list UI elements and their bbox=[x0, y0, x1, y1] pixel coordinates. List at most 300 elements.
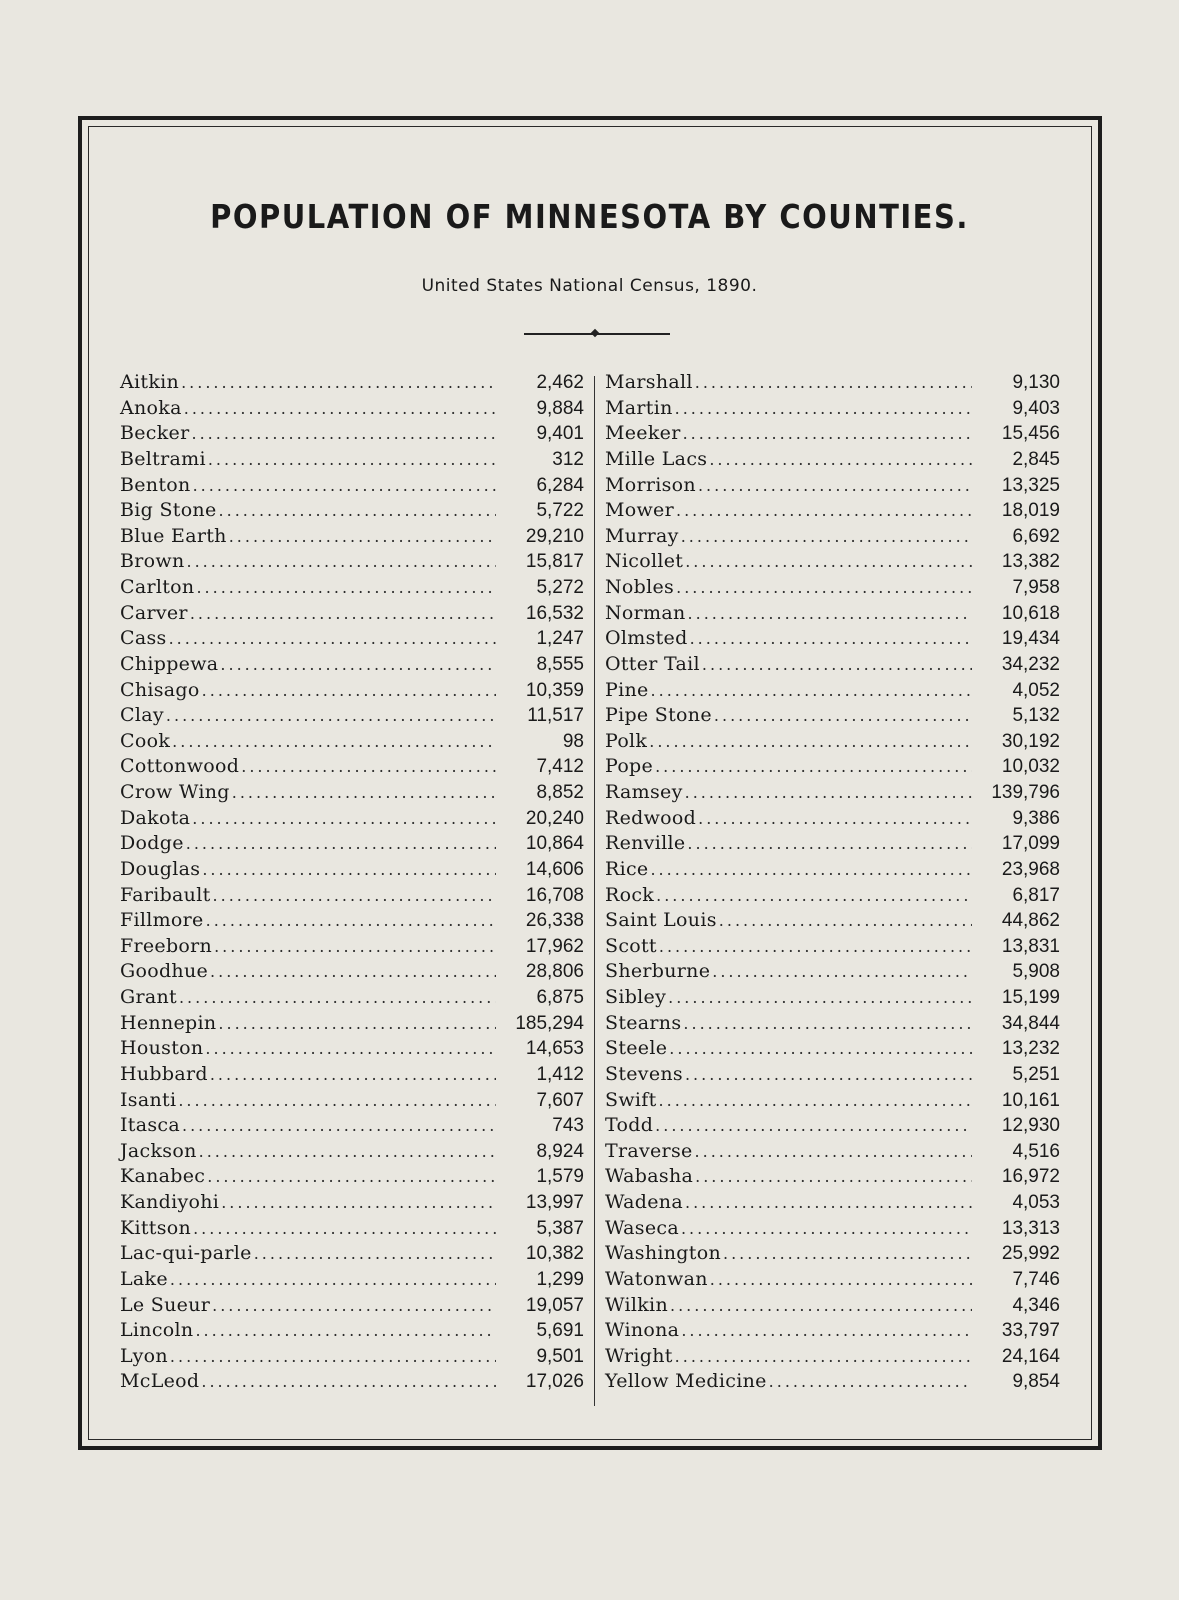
dot-leader bbox=[190, 604, 496, 623]
dot-leader bbox=[683, 1014, 972, 1033]
county-row bbox=[605, 807, 1060, 833]
dot-leader bbox=[213, 886, 496, 905]
county-name: Isanti bbox=[120, 1088, 177, 1111]
dot-leader bbox=[656, 886, 972, 905]
county-population: 4,516 bbox=[1012, 1140, 1060, 1162]
county-row bbox=[605, 1242, 1060, 1268]
county-population: 98 bbox=[562, 730, 584, 752]
dot-leader bbox=[687, 834, 972, 853]
county-population: 1,299 bbox=[536, 1268, 584, 1290]
dot-leader bbox=[683, 424, 972, 443]
county-name: Scott bbox=[605, 934, 657, 957]
dot-leader bbox=[220, 655, 496, 674]
county-row bbox=[120, 1114, 584, 1140]
county-name: Murray bbox=[605, 524, 679, 547]
county-population: 17,026 bbox=[525, 1371, 584, 1393]
county-name: Waseca bbox=[605, 1216, 679, 1239]
county-row bbox=[120, 602, 584, 628]
county-row bbox=[120, 730, 584, 756]
dot-leader bbox=[184, 399, 496, 418]
dot-leader bbox=[218, 1014, 496, 1033]
county-row bbox=[120, 807, 584, 833]
county-name: Sibley bbox=[605, 986, 667, 1008]
county-population: 10,618 bbox=[1001, 602, 1060, 624]
county-population: 743 bbox=[552, 1115, 584, 1137]
county-name: Todd bbox=[605, 1114, 654, 1137]
county-name: Carlton bbox=[120, 576, 195, 598]
county-population: 10,032 bbox=[1001, 756, 1060, 778]
county-population: 26,338 bbox=[525, 910, 584, 932]
county-population: 9,386 bbox=[1012, 807, 1060, 829]
county-name: Becker bbox=[120, 422, 190, 445]
county-row bbox=[120, 960, 584, 986]
county-population: 6,875 bbox=[536, 987, 584, 1008]
dot-leader bbox=[650, 860, 972, 879]
county-list-left bbox=[120, 371, 584, 1396]
county-population: 2,462 bbox=[536, 372, 584, 393]
county-name: Rice bbox=[605, 857, 649, 880]
county-name: Aitkin bbox=[120, 371, 180, 393]
dot-leader bbox=[182, 1116, 496, 1135]
dot-leader bbox=[698, 809, 972, 828]
dot-leader bbox=[698, 476, 972, 495]
county-population: 312 bbox=[552, 448, 584, 470]
county-row bbox=[120, 1165, 584, 1191]
county-name: Clay bbox=[120, 704, 164, 727]
county-row bbox=[120, 627, 584, 653]
county-name: Olmsted bbox=[605, 627, 688, 650]
county-row bbox=[605, 448, 1060, 474]
dot-leader bbox=[196, 578, 496, 597]
dot-leader bbox=[254, 1244, 496, 1263]
county-row bbox=[120, 884, 584, 910]
dot-leader bbox=[690, 629, 972, 648]
dot-leader bbox=[201, 1372, 496, 1391]
dot-leader bbox=[681, 527, 972, 546]
county-row bbox=[605, 935, 1060, 961]
county-name: Dodge bbox=[120, 832, 184, 855]
county-population: 1,412 bbox=[536, 1063, 584, 1085]
county-population: 7,958 bbox=[1012, 577, 1060, 598]
county-name: Brown bbox=[120, 550, 185, 573]
dot-leader bbox=[681, 1321, 972, 1340]
dot-leader bbox=[199, 1142, 496, 1161]
county-name: Nobles bbox=[605, 576, 675, 598]
county-name: Le Sueur bbox=[120, 1293, 211, 1316]
county-row bbox=[605, 499, 1060, 525]
page-subtitle: United States National Census, 1890. bbox=[421, 276, 758, 296]
county-row bbox=[120, 1242, 584, 1268]
dot-leader bbox=[659, 1091, 972, 1110]
county-row bbox=[120, 474, 584, 500]
county-row bbox=[120, 1191, 584, 1217]
dot-leader bbox=[685, 1065, 972, 1084]
county-population: 185,294 bbox=[515, 1012, 584, 1034]
county-row bbox=[605, 576, 1060, 602]
county-population: 13,997 bbox=[525, 1192, 584, 1213]
county-name: Steele bbox=[605, 1037, 668, 1060]
county-name: Crow Wing bbox=[120, 781, 230, 803]
dot-leader bbox=[695, 1167, 972, 1186]
county-name: Stevens bbox=[605, 1062, 683, 1085]
county-name: Ramsey bbox=[605, 781, 683, 803]
county-row bbox=[120, 1089, 584, 1115]
county-population: 5,272 bbox=[536, 577, 584, 598]
county-population: 6,817 bbox=[1012, 884, 1060, 906]
county-population: 8,924 bbox=[536, 1140, 584, 1162]
dot-leader bbox=[208, 450, 496, 469]
county-population: 13,325 bbox=[1001, 474, 1060, 496]
dot-leader bbox=[192, 809, 496, 828]
county-population: 17,099 bbox=[1001, 833, 1060, 855]
county-row bbox=[120, 1268, 584, 1294]
county-population: 11,517 bbox=[527, 705, 584, 727]
county-row bbox=[605, 1012, 1060, 1038]
county-population: 5,251 bbox=[1012, 1063, 1060, 1085]
dot-leader bbox=[769, 1372, 972, 1391]
county-name: Renville bbox=[605, 832, 686, 855]
county-row bbox=[120, 653, 584, 679]
county-row bbox=[120, 704, 584, 730]
county-population: 13,382 bbox=[1001, 551, 1060, 573]
county-name: Wadena bbox=[605, 1191, 683, 1213]
county-row bbox=[120, 1217, 584, 1243]
county-name: Carver bbox=[120, 601, 188, 624]
county-population: 33,797 bbox=[1001, 1320, 1060, 1342]
county-population: 8,852 bbox=[536, 782, 584, 803]
county-name: Lincoln bbox=[120, 1319, 194, 1342]
county-population: 19,434 bbox=[1001, 628, 1060, 650]
county-name: Meeker bbox=[605, 422, 681, 445]
county-row bbox=[605, 1345, 1060, 1371]
county-population: 5,387 bbox=[536, 1217, 584, 1239]
county-population: 9,501 bbox=[536, 1345, 584, 1367]
county-row bbox=[605, 679, 1060, 705]
county-population: 29,210 bbox=[525, 525, 584, 547]
dot-leader bbox=[670, 1296, 972, 1315]
county-name: Mille Lacs bbox=[605, 447, 708, 470]
county-row bbox=[605, 1140, 1060, 1166]
county-row bbox=[605, 1089, 1060, 1115]
county-population: 16,972 bbox=[1001, 1166, 1060, 1188]
county-name: Benton bbox=[120, 473, 191, 496]
county-name: Kandiyohi bbox=[120, 1191, 220, 1213]
county-name: Martin bbox=[605, 396, 673, 419]
county-row bbox=[605, 909, 1060, 935]
county-row bbox=[120, 986, 584, 1012]
county-row bbox=[120, 781, 584, 807]
county-name: Dakota bbox=[120, 806, 191, 829]
column-separator bbox=[594, 376, 595, 1406]
county-row bbox=[120, 371, 584, 397]
county-population: 9,884 bbox=[536, 397, 584, 419]
county-list-right bbox=[605, 371, 1060, 1396]
dot-leader bbox=[192, 424, 497, 443]
county-row bbox=[605, 858, 1060, 884]
dot-leader bbox=[212, 1296, 496, 1315]
county-name: Yellow Medicine bbox=[605, 1370, 767, 1393]
county-name: Hennepin bbox=[120, 1011, 217, 1034]
county-name: Douglas bbox=[120, 857, 201, 880]
county-row bbox=[120, 1012, 584, 1038]
county-row bbox=[605, 627, 1060, 653]
county-name: Chisago bbox=[120, 678, 200, 701]
county-population: 13,313 bbox=[1001, 1217, 1060, 1239]
dot-leader bbox=[676, 501, 972, 520]
county-population: 5,132 bbox=[1012, 705, 1060, 727]
county-population: 23,968 bbox=[1001, 858, 1060, 880]
county-row bbox=[605, 1037, 1060, 1063]
dot-leader bbox=[709, 450, 972, 469]
county-name: Rock bbox=[605, 883, 655, 906]
dot-leader bbox=[178, 1091, 496, 1110]
dot-leader bbox=[207, 1167, 496, 1186]
dot-leader bbox=[685, 552, 972, 571]
dot-leader bbox=[170, 1347, 496, 1366]
county-population: 14,606 bbox=[525, 858, 584, 880]
county-name: Morrison bbox=[605, 473, 696, 496]
county-row bbox=[120, 1063, 584, 1089]
dot-leader bbox=[668, 988, 972, 1007]
county-name: Chippewa bbox=[120, 652, 219, 675]
county-population: 15,817 bbox=[525, 551, 584, 573]
county-population: 13,831 bbox=[1001, 935, 1060, 957]
county-name: Faribault bbox=[120, 883, 211, 906]
county-population: 12,930 bbox=[1001, 1115, 1060, 1137]
county-row bbox=[605, 986, 1060, 1012]
county-row bbox=[120, 909, 584, 935]
county-row bbox=[120, 832, 584, 858]
county-row bbox=[120, 422, 584, 448]
county-name: Lake bbox=[120, 1267, 168, 1290]
county-name: Redwood bbox=[605, 806, 697, 829]
county-population: 4,052 bbox=[1012, 679, 1060, 701]
county-name: Traverse bbox=[605, 1139, 693, 1162]
county-population: 10,359 bbox=[525, 679, 584, 701]
county-name: Swift bbox=[605, 1088, 657, 1111]
dot-leader bbox=[170, 1270, 496, 1289]
county-row bbox=[605, 960, 1060, 986]
county-population: 25,992 bbox=[1001, 1243, 1060, 1265]
county-population: 10,382 bbox=[525, 1243, 584, 1265]
county-row bbox=[120, 935, 584, 961]
county-population: 15,456 bbox=[1001, 423, 1060, 445]
county-population: 10,864 bbox=[525, 833, 584, 855]
dot-leader bbox=[688, 604, 972, 623]
county-name: Sherburne bbox=[605, 960, 711, 983]
county-name: Kanabec bbox=[120, 1165, 206, 1188]
county-row bbox=[120, 525, 584, 551]
county-population: 8,555 bbox=[536, 653, 584, 675]
county-row bbox=[120, 448, 584, 474]
county-name: Blue Earth bbox=[120, 524, 227, 547]
county-row bbox=[605, 781, 1060, 807]
county-name: Pine bbox=[605, 678, 649, 701]
dot-leader bbox=[695, 1142, 972, 1161]
dot-leader bbox=[676, 578, 972, 597]
county-name: Big Stone bbox=[120, 499, 217, 522]
dot-leader bbox=[169, 629, 496, 648]
county-row bbox=[120, 679, 584, 705]
county-population: 7,746 bbox=[1012, 1268, 1060, 1290]
dot-leader bbox=[685, 783, 972, 802]
county-row bbox=[120, 1370, 584, 1396]
county-population: 4,346 bbox=[1012, 1294, 1060, 1316]
dot-leader bbox=[219, 501, 496, 520]
dot-leader bbox=[651, 681, 972, 700]
county-row bbox=[605, 422, 1060, 448]
county-name: Polk bbox=[605, 729, 648, 752]
page-title: POPULATION OF MINNESOTA BY COUNTIES. bbox=[210, 197, 969, 237]
dot-leader bbox=[172, 732, 496, 751]
county-population: 24,164 bbox=[1001, 1345, 1060, 1367]
county-row bbox=[120, 1319, 584, 1345]
county-population: 4,053 bbox=[1012, 1192, 1060, 1213]
county-row bbox=[605, 1319, 1060, 1345]
dot-leader bbox=[649, 732, 972, 751]
county-row bbox=[605, 1217, 1060, 1243]
dot-leader bbox=[229, 527, 496, 546]
county-row bbox=[605, 1114, 1060, 1140]
county-name: McLeod bbox=[120, 1370, 200, 1393]
dot-leader bbox=[186, 552, 496, 571]
dot-leader bbox=[195, 1321, 496, 1340]
dot-leader bbox=[186, 834, 496, 853]
county-population: 10,161 bbox=[1001, 1089, 1060, 1111]
county-population: 9,130 bbox=[1012, 372, 1060, 393]
county-name: Hubbard bbox=[120, 1062, 208, 1085]
dot-leader bbox=[681, 1219, 972, 1238]
dot-leader bbox=[695, 373, 972, 392]
county-row bbox=[120, 576, 584, 602]
county-population: 20,240 bbox=[525, 807, 584, 829]
county-row bbox=[605, 704, 1060, 730]
county-population: 16,532 bbox=[525, 602, 584, 624]
county-name: Cass bbox=[120, 627, 167, 650]
county-population: 44,862 bbox=[1001, 910, 1060, 932]
dot-leader bbox=[206, 911, 496, 930]
county-population: 15,199 bbox=[1001, 987, 1060, 1008]
county-name: Grant bbox=[120, 986, 177, 1008]
dot-leader bbox=[655, 1116, 972, 1135]
county-name: Cottonwood bbox=[120, 755, 240, 778]
county-row bbox=[605, 730, 1060, 756]
county-row bbox=[120, 1037, 584, 1063]
county-row bbox=[120, 550, 584, 576]
county-population: 1,247 bbox=[536, 628, 584, 650]
county-population: 9,401 bbox=[536, 423, 584, 445]
county-name: Stearns bbox=[605, 1011, 682, 1034]
county-name: Anoka bbox=[120, 396, 182, 419]
county-population: 5,691 bbox=[536, 1320, 584, 1342]
dot-leader bbox=[193, 1219, 496, 1238]
county-population: 6,284 bbox=[536, 474, 584, 496]
dot-leader bbox=[719, 911, 972, 930]
dot-leader bbox=[210, 1065, 496, 1084]
county-name: Wabasha bbox=[605, 1165, 694, 1188]
county-name: Wilkin bbox=[605, 1293, 668, 1316]
dot-leader bbox=[714, 706, 972, 725]
county-row bbox=[605, 1370, 1060, 1396]
dot-leader bbox=[232, 783, 496, 802]
county-name: Lac-qui-parle bbox=[120, 1242, 252, 1265]
county-row bbox=[605, 1294, 1060, 1320]
dot-leader bbox=[221, 1193, 496, 1212]
county-population: 16,708 bbox=[525, 884, 584, 906]
county-row bbox=[120, 397, 584, 423]
county-row bbox=[605, 653, 1060, 679]
dot-leader bbox=[710, 1270, 972, 1289]
dot-leader bbox=[685, 1193, 972, 1212]
county-population: 1,579 bbox=[536, 1166, 584, 1188]
county-name: Marshall bbox=[605, 371, 693, 393]
county-name: Washington bbox=[605, 1242, 721, 1265]
county-name: Cook bbox=[120, 729, 171, 752]
county-name: Winona bbox=[605, 1319, 680, 1342]
county-name: Jackson bbox=[120, 1139, 197, 1162]
dot-leader bbox=[214, 937, 496, 956]
county-population: 34,232 bbox=[1001, 653, 1060, 675]
county-name: Otter Tail bbox=[605, 652, 700, 675]
dot-leader bbox=[655, 757, 972, 776]
dot-leader bbox=[202, 681, 496, 700]
dot-leader bbox=[712, 962, 972, 981]
county-row bbox=[605, 1268, 1060, 1294]
county-row bbox=[605, 755, 1060, 781]
county-population: 14,653 bbox=[525, 1038, 584, 1060]
county-row bbox=[605, 602, 1060, 628]
county-name: Pipe Stone bbox=[605, 704, 712, 727]
county-name: Nicollet bbox=[605, 550, 684, 573]
county-population: 28,806 bbox=[525, 961, 584, 983]
county-row bbox=[605, 832, 1060, 858]
county-row bbox=[605, 884, 1060, 910]
county-population: 9,403 bbox=[1012, 397, 1060, 419]
county-row bbox=[605, 371, 1060, 397]
county-population: 9,854 bbox=[1012, 1371, 1060, 1393]
dot-leader bbox=[193, 476, 496, 495]
county-row bbox=[120, 858, 584, 884]
county-row bbox=[120, 499, 584, 525]
county-name: Goodhue bbox=[120, 960, 209, 983]
county-name: Mower bbox=[605, 499, 674, 522]
county-population: 17,962 bbox=[525, 935, 584, 957]
county-name: Houston bbox=[120, 1037, 204, 1060]
county-row bbox=[605, 397, 1060, 423]
county-name: Fillmore bbox=[120, 909, 204, 932]
dot-leader bbox=[210, 962, 496, 981]
county-row bbox=[605, 1165, 1060, 1191]
dot-leader bbox=[669, 1039, 972, 1058]
dot-leader bbox=[202, 860, 496, 879]
county-name: Freeborn bbox=[120, 934, 213, 957]
county-population: 19,057 bbox=[525, 1294, 584, 1316]
dot-leader bbox=[241, 757, 496, 776]
dot-leader bbox=[205, 1039, 496, 1058]
dot-leader bbox=[179, 988, 496, 1007]
dot-leader bbox=[702, 655, 972, 674]
county-name: Norman bbox=[605, 601, 686, 624]
county-row bbox=[605, 550, 1060, 576]
county-population: 5,908 bbox=[1012, 961, 1060, 983]
county-population: 13,232 bbox=[1001, 1038, 1060, 1060]
county-name: Kittson bbox=[120, 1216, 192, 1239]
county-row bbox=[120, 1294, 584, 1320]
county-population: 2,845 bbox=[1012, 448, 1060, 470]
county-row bbox=[120, 1345, 584, 1371]
dot-leader bbox=[659, 937, 972, 956]
dot-leader bbox=[675, 1347, 972, 1366]
